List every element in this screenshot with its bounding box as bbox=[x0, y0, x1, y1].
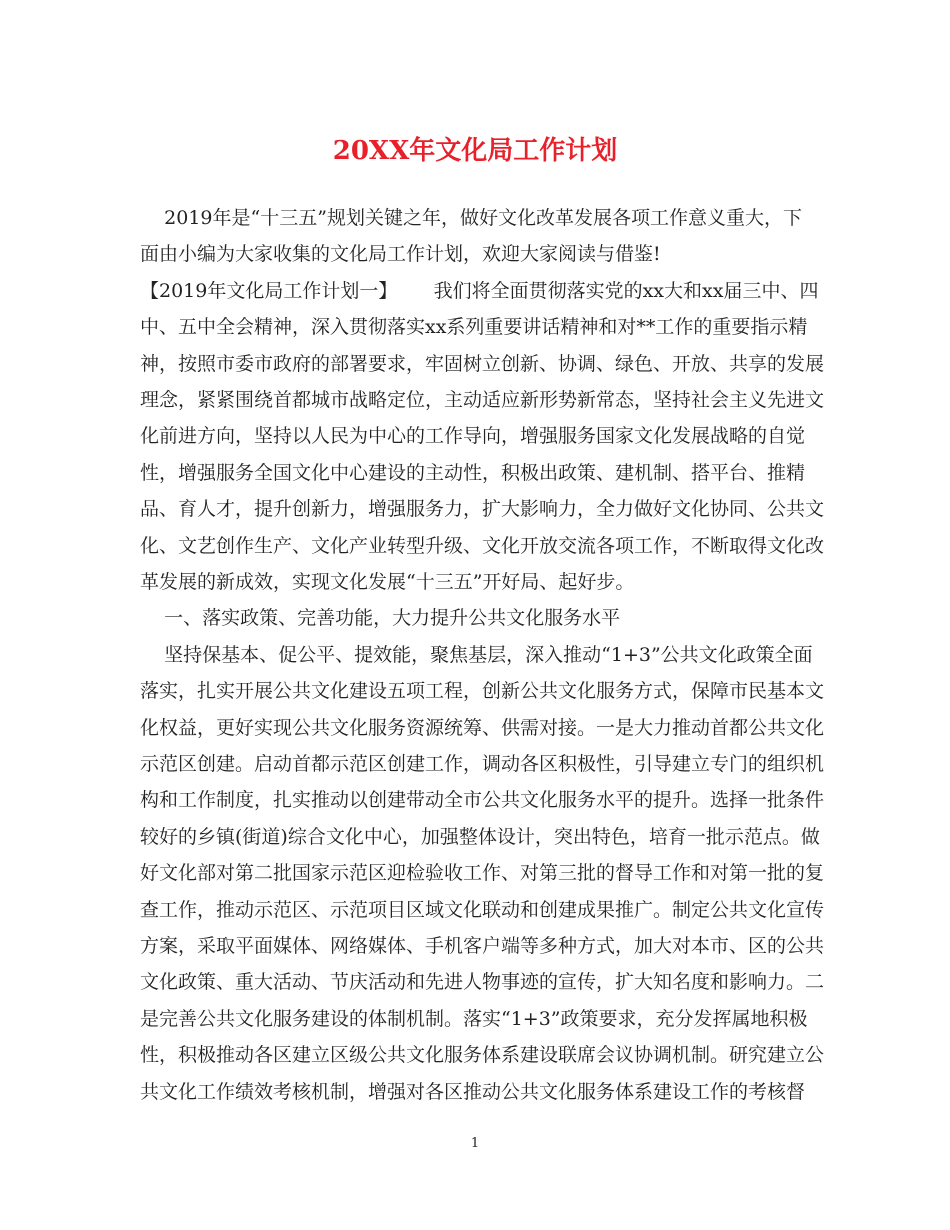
body-line: 是完善公共文化服务建设的体制机制。落实“1+3”政策要求，充分发挥属地积极 bbox=[140, 1007, 808, 1030]
body-line: 2019年是“十三五”规划关键之年，做好文化改革发展各项工作意义重大，下 bbox=[140, 207, 802, 229]
body-line: 落实，扎实开展公共文化建设五项工程，创新公共文化服务方式，保障市民基本文 bbox=[140, 680, 825, 703]
body-line: 坚持保基本、促公平、提效能，聚焦基层，深入推动“1+3”公共文化政策全面 bbox=[140, 643, 813, 666]
body-line: 化权益，更好实现公共文化服务资源统筹、供需对接。一是大力推动首都公共文化 bbox=[140, 716, 825, 739]
body-line: 共文化工作绩效考核机制，增强对各区推动公共文化服务体系建设工作的考核督 bbox=[140, 1080, 806, 1103]
body-line: 神，按照市委市政府的部署要求，牢固树立创新、协调、绿色、开放、共享的发展 bbox=[140, 352, 825, 375]
body-line: 一、落实政策、完善功能，大力提升公共文化服务水平 bbox=[140, 607, 621, 630]
body-line: 【2019年文化局工作计划一】 我们将全面贯彻落实党的xx大和xx届三中、四 bbox=[140, 279, 819, 302]
body-line: 化前进方向，坚持以人民为中心的工作导向，增强服务国家文化发展战略的自觉 bbox=[140, 425, 806, 448]
body-line: 性，积极推动各区建立区级公共文化服务体系建设联席会议协调机制。研究建立公 bbox=[140, 1044, 825, 1067]
body-line: 方案，采取平面媒体、网络媒体、手机客户端等多种方式，加大对本市、区的公共 bbox=[140, 935, 825, 957]
body-line: 查工作，推动示范区、示范项目区域文化联动和创建成果推广。制定公共文化宣传 bbox=[140, 898, 825, 921]
document-title: 20XX年文化局工作计划 bbox=[332, 136, 618, 166]
body-line: 性，增强服务全国文化中心建设的主动性，积极出政策、建机制、搭平台、推精 bbox=[140, 461, 806, 484]
body-line: 品、育人才，提升创新力，增强服务力，扩大影响力，全力做好文化协同、公共文 bbox=[140, 498, 825, 521]
page-number: 1 bbox=[470, 1136, 480, 1151]
body-line: 理念，紧紧围绕首都城市战略定位，主动适应新形势新常态，坚持社会主义先进文 bbox=[140, 389, 825, 411]
body-line: 较好的乡镇(街道)综合文化中心，加强整体设计，突出特色，培育一批示范点。做 bbox=[140, 825, 820, 848]
body-line: 好文化部对第二批国家示范区迎检验收工作、对第三批的督导工作和对第一批的复 bbox=[140, 862, 825, 885]
body-line: 革发展的新成效，实现文化发展“十三五”开好局、起好步。 bbox=[140, 571, 635, 593]
body-line: 示范区创建。启动首都示范区创建工作，调动各区积极性，引导建立专门的组织机 bbox=[140, 753, 825, 775]
body-line: 面由小编为大家收集的文化局工作计划，欢迎大家阅读与借鉴! bbox=[140, 243, 661, 266]
body-line: 构和工作制度，扎实推动以创建带动全市公共文化服务水平的提升。选择一批条件 bbox=[140, 789, 825, 812]
body-line: 中、五中全会精神，深入贯彻落实xx系列重要讲话精神和对**工作的重要指示精 bbox=[140, 316, 808, 339]
body-line: 文化政策、重大活动、节庆活动和先进人物事迹的宣传，扩大知名度和影响力。二 bbox=[140, 971, 825, 994]
body-line: 化、文艺创作生产、文化产业转型升级、文化开放交流各项工作，不断取得文化改 bbox=[140, 534, 825, 557]
